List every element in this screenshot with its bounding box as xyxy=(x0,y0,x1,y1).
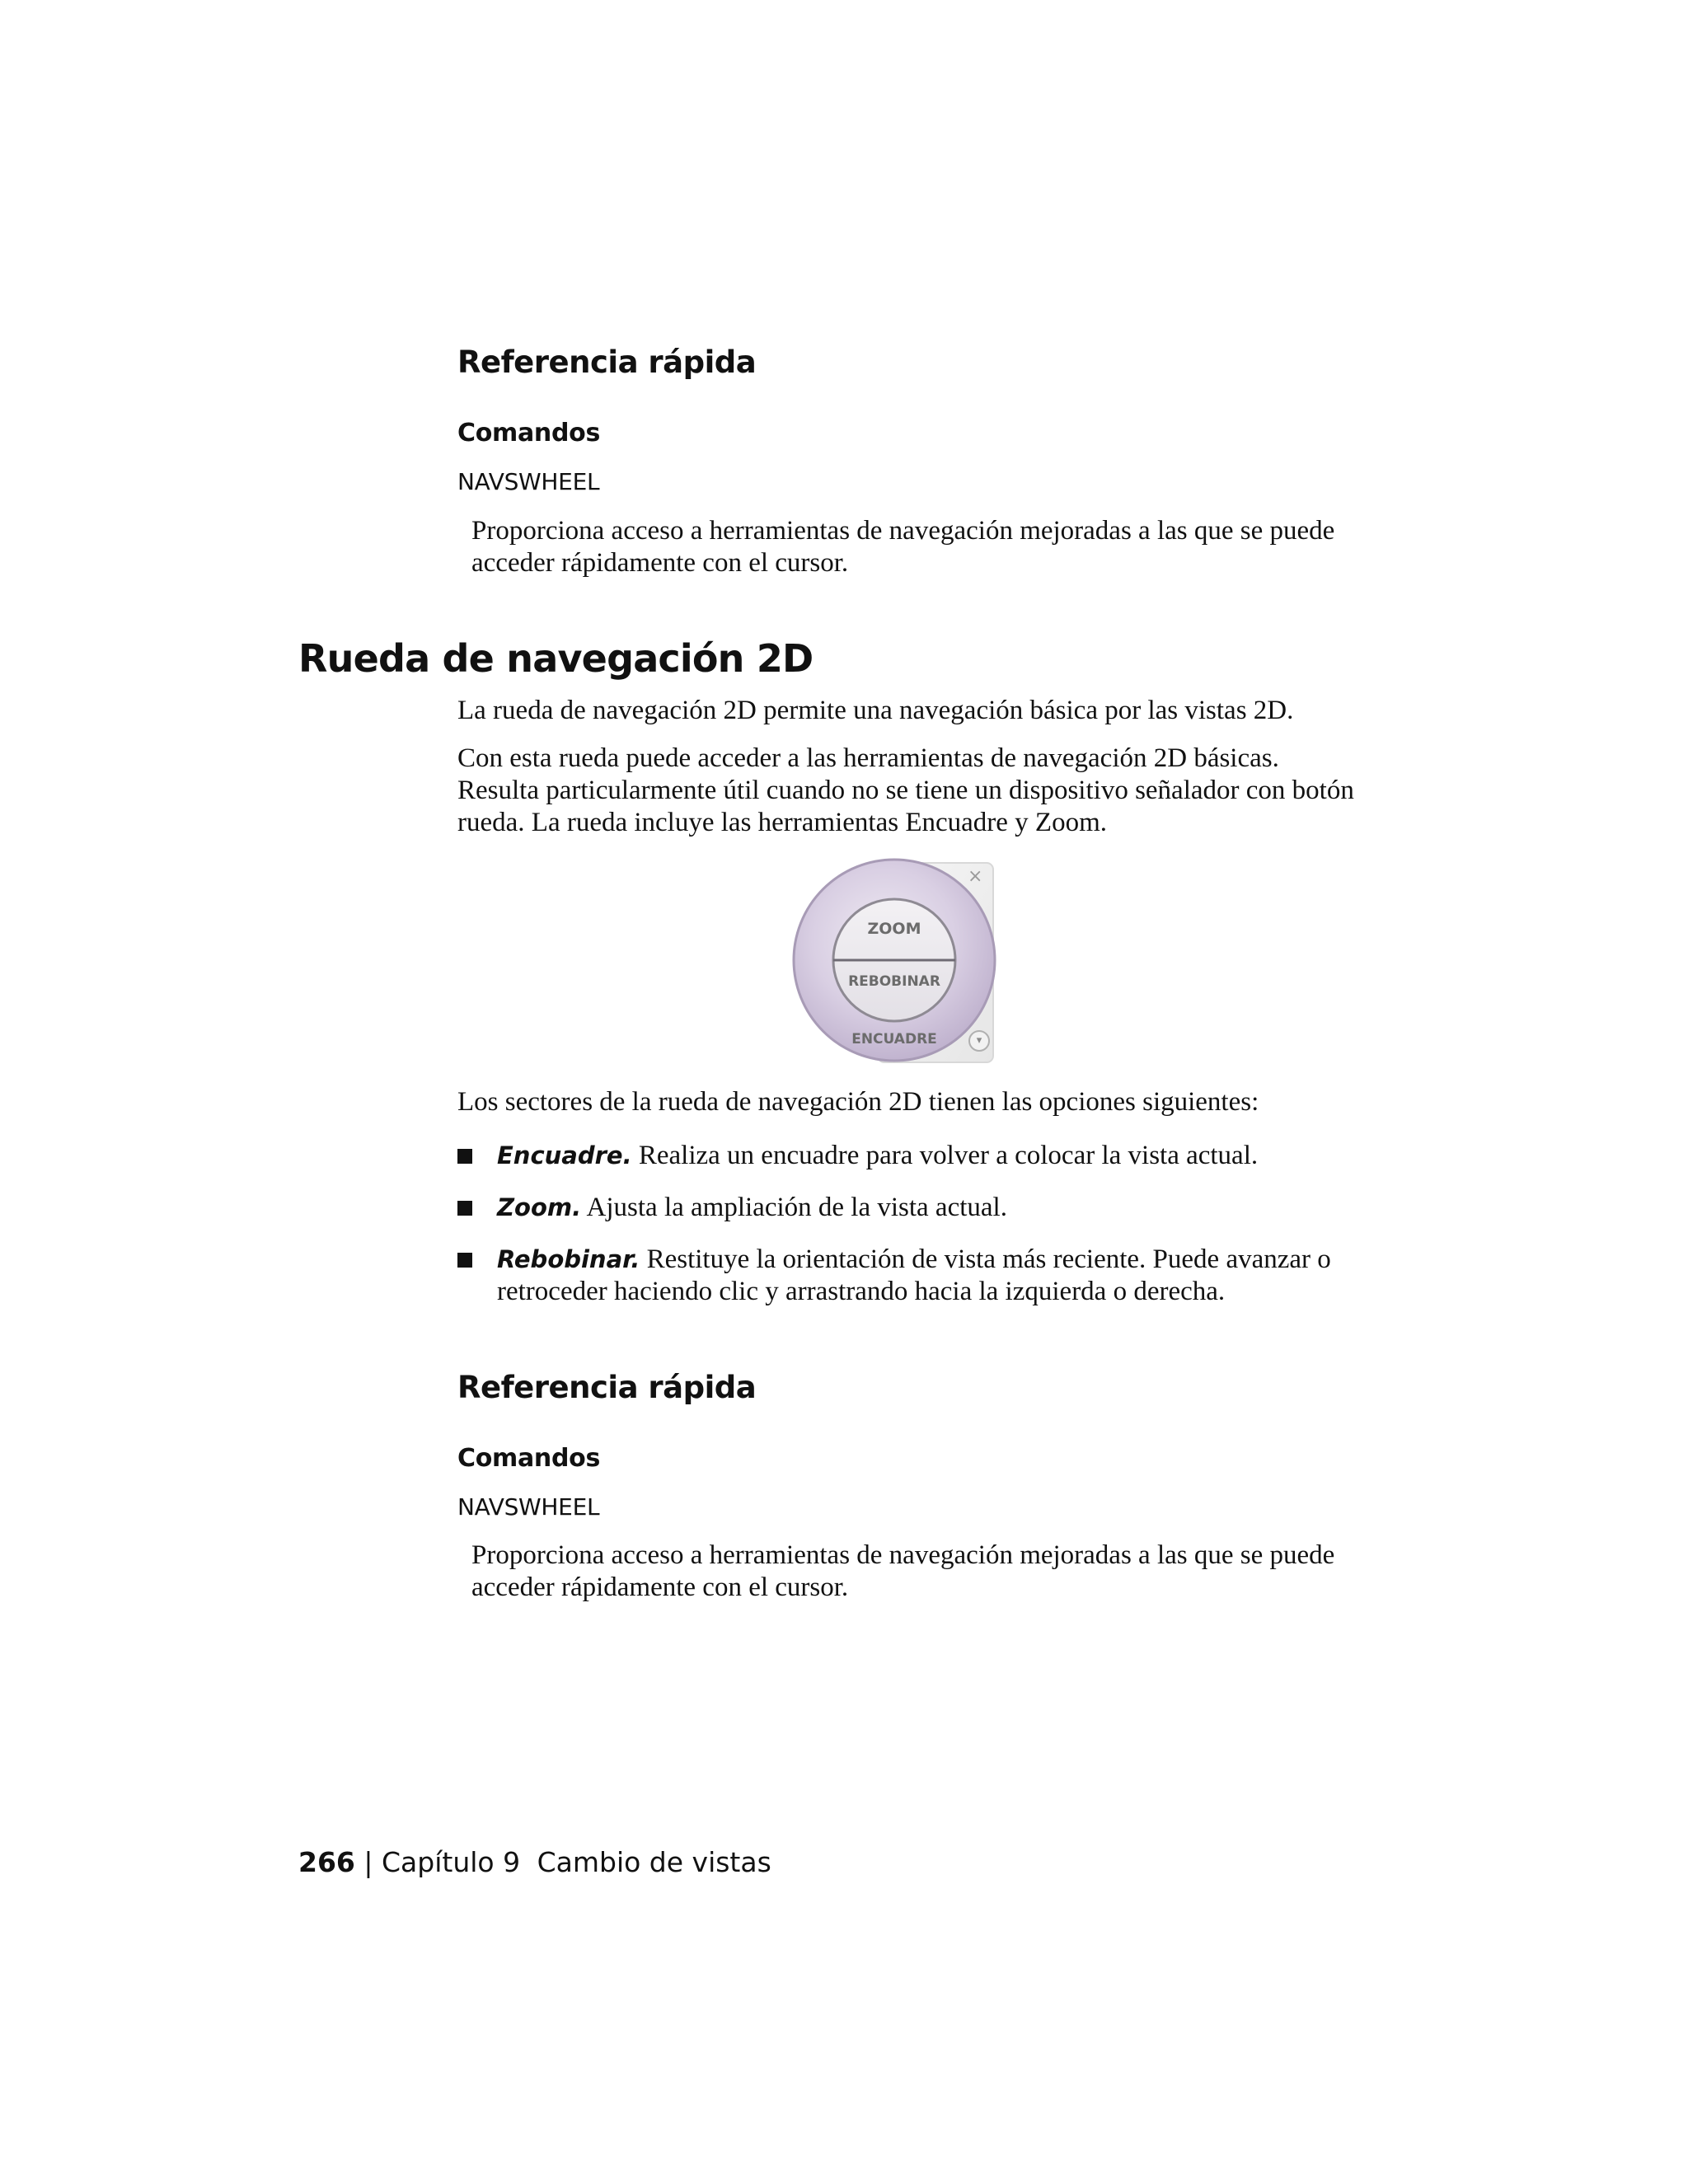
page-number: 266 xyxy=(298,1846,355,1878)
quick-reference-heading-1: Referencia rápida xyxy=(457,344,757,380)
command-description-1: Proporciona acceso a herramientas de navegación mejoradas a las que se puede acceder rápidamente con el cursor. xyxy=(471,516,1335,578)
list-item xyxy=(457,1140,1348,1173)
command-name-2: NAVSWHEEL xyxy=(457,1493,600,1521)
commands-label-2: Comandos xyxy=(457,1444,601,1473)
navigation-wheel-figure xyxy=(787,853,1001,1067)
quick-reference-heading-2: Referencia rápida xyxy=(457,1370,757,1405)
intro-paragraph: La rueda de navegación 2D permite una navegación básica por las vistas 2D. xyxy=(457,696,1294,725)
bullet-term: Zoom. xyxy=(497,1193,582,1221)
commands-label-1: Comandos xyxy=(457,419,601,448)
wheel-menu-icon[interactable]: ▾ xyxy=(968,1030,990,1052)
chapter-label: Capítulo 9 xyxy=(382,1846,521,1878)
wheel-rewind-label[interactable]: REBOBINAR xyxy=(848,973,940,990)
bullet-square-icon xyxy=(457,1149,472,1164)
wheel-pan-label[interactable]: ENCUADRE xyxy=(851,1031,937,1047)
bullet-text: Restituye la orientación de vista más reciente. Puede avanzar o retroceder haciendo clic y arrastrando hacia la izquierda o derecha. xyxy=(497,1244,1331,1306)
command-name-1: NAVSWHEEL xyxy=(457,468,600,495)
close-icon[interactable]: × xyxy=(968,866,983,887)
wheel-zoom-label[interactable]: ZOOM xyxy=(867,920,921,938)
bullet-square-icon xyxy=(457,1253,472,1268)
bullet-square-icon xyxy=(457,1201,472,1216)
list-item xyxy=(457,1244,1348,1310)
bullet-text: Realiza un encuadre para volver a colocar la vista actual. xyxy=(638,1141,1259,1170)
command-description-2: Proporciona acceso a herramientas de navegación mejoradas a las que se puede acceder rápidamente con el cursor. xyxy=(471,1540,1335,1602)
footer-separator: | xyxy=(363,1846,373,1878)
page-footer xyxy=(298,1846,771,1878)
bullet-text: Ajusta la ampliación de la vista actual. xyxy=(586,1193,1007,1222)
section-title: Rueda de navegación 2D xyxy=(298,636,814,681)
bullet-term: Encuadre. xyxy=(497,1141,632,1169)
list-intro: Los sectores de la rueda de navegación 2D tienen las opciones siguientes: xyxy=(457,1087,1259,1117)
bullet-term: Rebobinar. xyxy=(497,1245,640,1273)
body-paragraph: Con esta rueda puede acceder a las herramientas de navegación 2D básicas. Resulta particularmente útil cuando no se tiene un dispositivo señalador con botón rueda. La rueda incluye las herramientas Encuadre y Zoom. xyxy=(457,743,1354,837)
list-item xyxy=(457,1192,1348,1225)
chapter-title: Cambio de vistas xyxy=(537,1846,771,1878)
